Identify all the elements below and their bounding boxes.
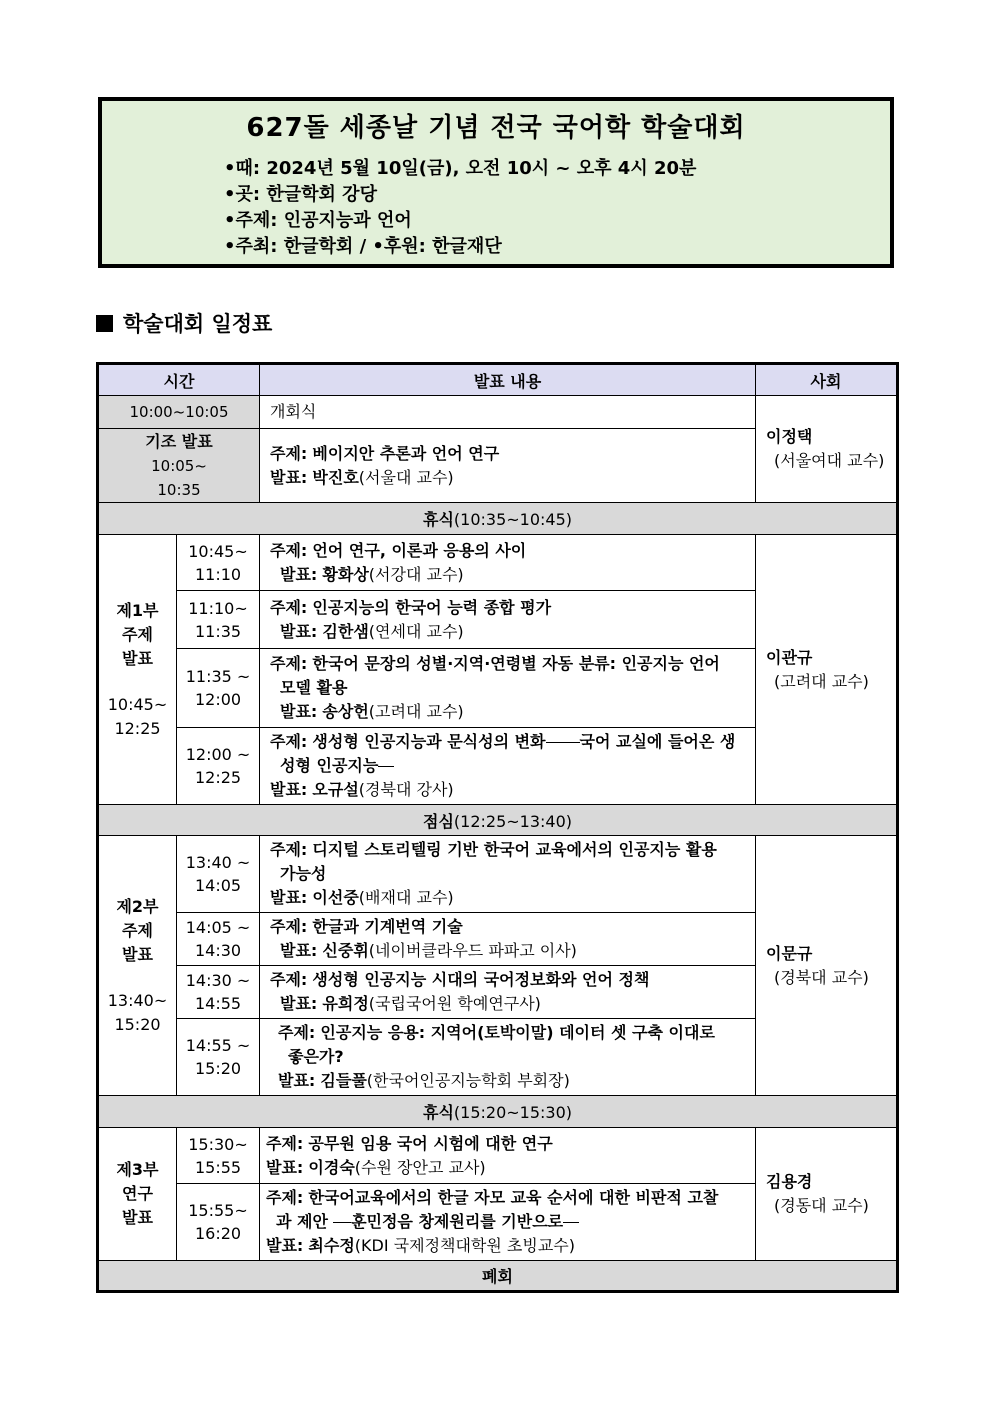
session1-label: 제1부 주제 발표 10:45~ 12:25: [98, 535, 177, 805]
lunch-row: 점심(12:25~13:40): [98, 805, 898, 836]
break-row: 휴식(10:35~10:45): [98, 503, 898, 535]
slot-content: 주제: 인공지능의 한국어 능력 종합 평가 발표: 김한샘(연세대 교수): [260, 591, 756, 649]
closing-row: [98, 1261, 898, 1292]
section-heading: 학술대회 일정표: [96, 308, 272, 338]
slot-time: 11:35 ~ 12:00: [177, 649, 260, 728]
slot-content: 주제: 생성형 인공지능과 문식성의 변화 국어 교실에 들어온 생 성형 인공지능 발표: 오규설(경북대 강사): [260, 728, 756, 805]
opening-label: 개회식: [260, 396, 756, 429]
host-cell: 이문규 (경북대 교수): [756, 836, 898, 1096]
keynote-time: 기조 발표 10:05~ 10:35: [98, 429, 260, 503]
break-row: 휴식(15:20~15:30): [98, 1096, 898, 1128]
event-info-box: [98, 97, 894, 268]
table-row: [98, 535, 898, 591]
event-theme: •주제: 인공지능과 언어: [224, 210, 412, 231]
session2-label: 제2부 주제 발표 13:40~ 15:20: [98, 836, 177, 1096]
table-row: [98, 1128, 898, 1184]
slot-content: 주제: 한국어 문장의 성별·지역·연령별 자동 분류: 인공지능 언어 모델 활용 발표: 송상헌(고려대 교수): [260, 649, 756, 728]
slot-content: 주제: 디지털 스토리텔링 기반 한국어 교육에서의 인공지능 활용 가능성 발표: 이선중(배재대 교수): [260, 836, 756, 913]
opening-time: 10:00~10:05: [98, 396, 260, 429]
event-organizer: •주최: 한글학회 / •후원: 한글재단: [224, 236, 502, 257]
closing-label: 폐회: [98, 1261, 898, 1292]
slot-time: 14:30 ~ 14:55: [177, 966, 260, 1019]
slot-content: 주제: 인공지능 응용: 지역어(토박이말) 데이터 셋 구축 이대로 좋은가? 발표: 김들풀(한국어인공지능학회 부회장): [260, 1019, 756, 1096]
slot-content: 주제: 한국어교육에서의 한글 자모 교육 순서에 대한 비판적 고찰 과 제안 훈민정음 창제원리를 기반으로 발표: 최수정(KDI 국제정책대학원 초빙교수): [260, 1184, 756, 1261]
header-time: 시간: [98, 364, 260, 396]
header-host: 사회: [756, 364, 898, 396]
table-row: [98, 836, 898, 913]
slot-time: 14:05 ~ 14:30: [177, 913, 260, 966]
slot-content: 주제: 한글과 기계번역 기술 발표: 신중휘(네이버클라우드 파파고 이사): [260, 913, 756, 966]
black-square-icon: [96, 315, 113, 332]
event-title: 627돌 세종날 기념 전국 국어학 학술대회: [246, 113, 746, 143]
event-date: •때: 2024년 5월 10일(금), 오전 10시 ~ 오후 4시 20분: [224, 158, 697, 179]
slot-content: 주제: 생성형 인공지능 시대의 국어정보화와 언어 정책 발표: 유희정(국립국어원 학예연구사): [260, 966, 756, 1019]
slot-time: 15:30~ 15:55: [177, 1128, 260, 1184]
slot-content: 주제: 언어 연구, 이론과 응용의 사이 발표: 황화상(서강대 교수): [260, 535, 756, 591]
slot-time: 15:55~ 16:20: [177, 1184, 260, 1261]
event-details: [224, 156, 890, 260]
slot-content: 주제: 공무원 임용 국어 시험에 대한 연구 발표: 이경숙(수원 장안고 교사): [260, 1128, 756, 1184]
header-content: 발표 내용: [260, 364, 756, 396]
slot-time: 14:55 ~ 15:20: [177, 1019, 260, 1096]
keynote-content: 주제: 베이지안 추론과 언어 연구 발표: 박진호(서울대 교수): [260, 429, 756, 503]
slot-time: 10:45~ 11:10: [177, 535, 260, 591]
host-cell: 이정택 (서울여대 교수): [756, 396, 898, 503]
host-cell: 이관규 (고려대 교수): [756, 535, 898, 805]
event-venue: •곳: 한글학회 강당: [224, 184, 377, 205]
slot-time: 11:10~ 11:35: [177, 591, 260, 649]
slot-time: 13:40 ~ 14:05: [177, 836, 260, 913]
slot-time: 12:00 ~ 12:25: [177, 728, 260, 805]
session3-label: 제3부 연구 발표: [98, 1128, 177, 1261]
opening-row: [98, 396, 898, 429]
table-header-row: [98, 364, 898, 396]
host-cell: 김용경 (경동대 교수): [756, 1128, 898, 1261]
schedule-table: [96, 362, 899, 1293]
